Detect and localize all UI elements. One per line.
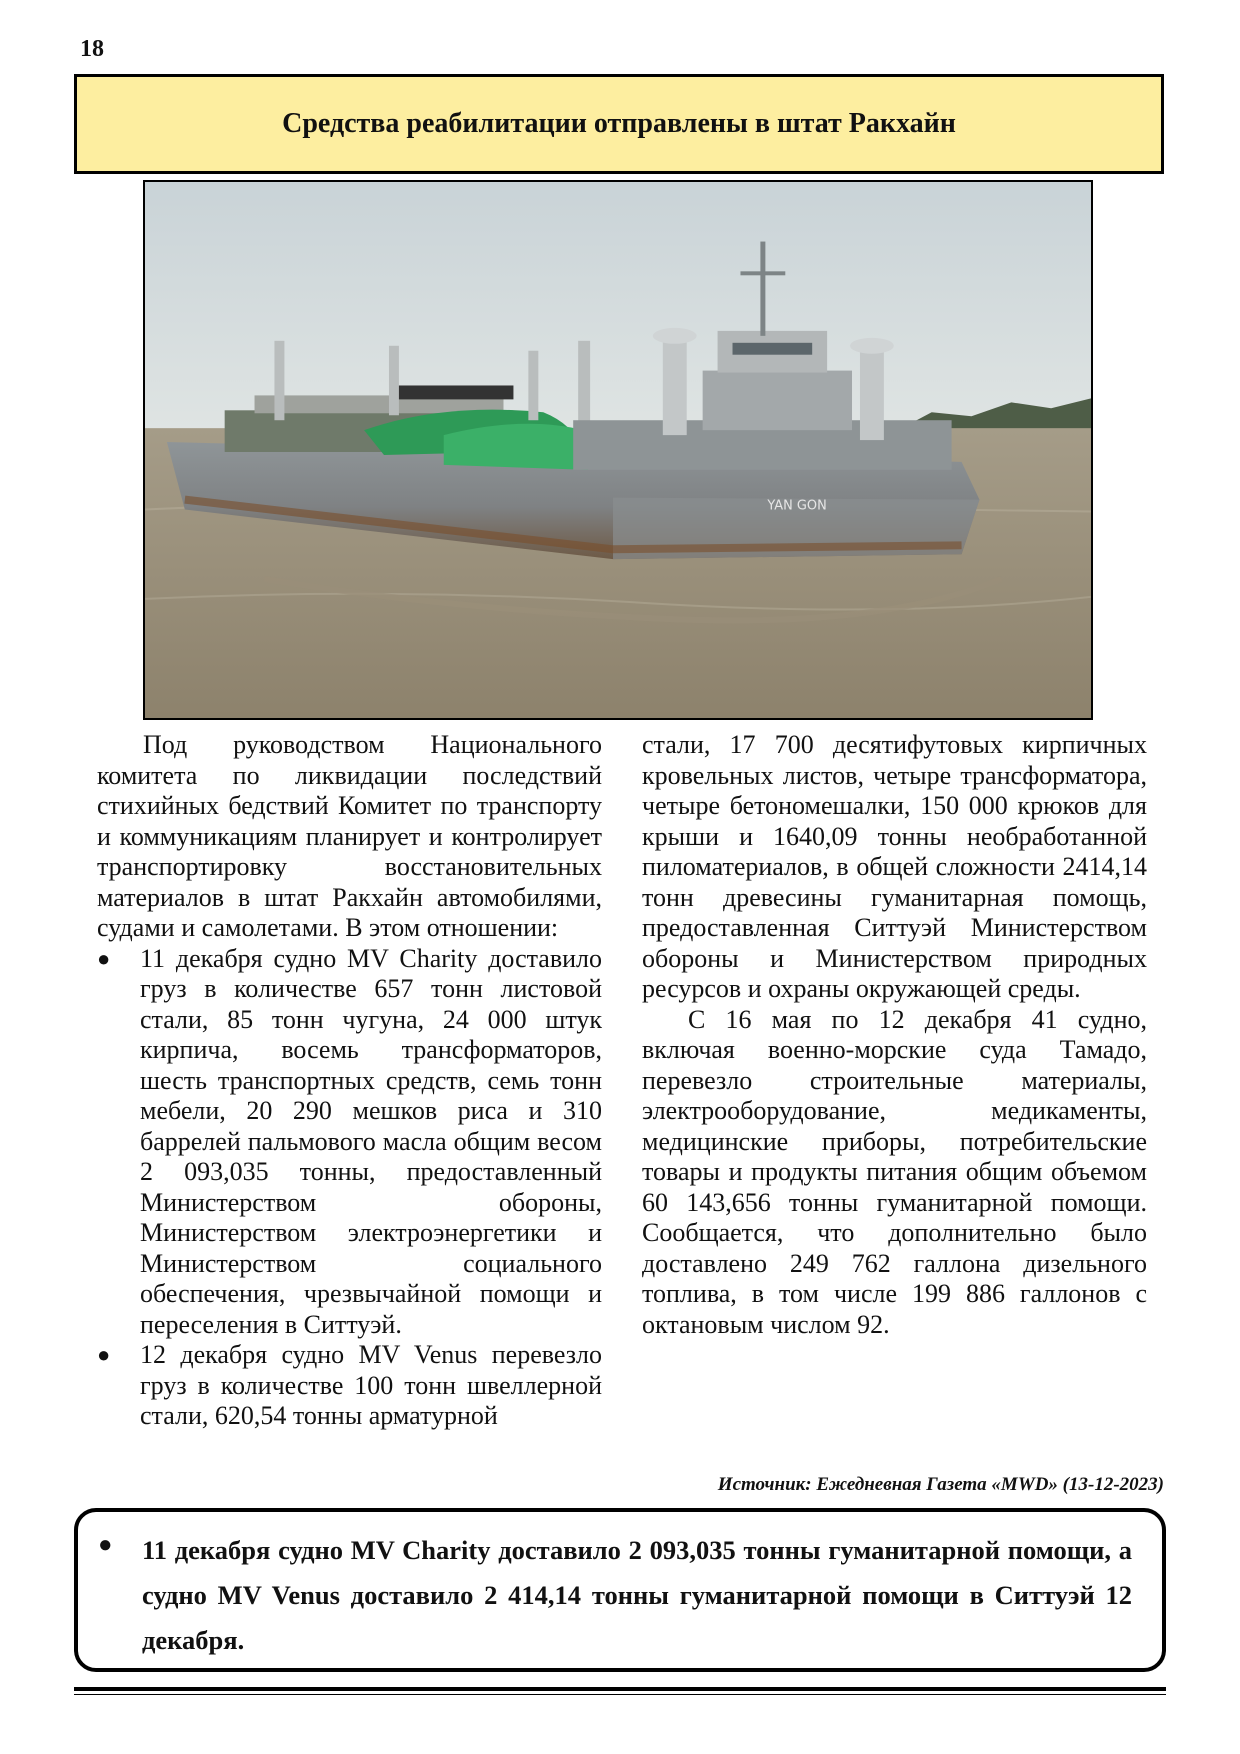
article-column-right (642, 730, 1147, 1340)
article-intro: Под руководством Национального комитета по ликвидации последствий стихийных бедствий Комитет по транспорту и коммуникациям планирует и контролирует транспортировку восстановительных материалов в штат Ракхайн автомобилями, судами и самолетами. В этом отношении: (97, 730, 602, 942)
bullet-icon: ● (97, 1342, 111, 1367)
source-citation: Источник: Ежедневная Газета «MWD» (13-12-2023) (717, 1474, 1164, 1495)
bullet-icon: ● (98, 1532, 113, 1558)
list-item-text: 12 декабря судно MV Venus перевезло груз в количестве 100 тонн швеллерной стали, 620,54 тонны арматурной (140, 1340, 602, 1430)
footer-rule-thin (74, 1694, 1166, 1695)
bullet-icon: ● (97, 945, 111, 971)
list-item (97, 944, 602, 1341)
cargo-barge-photo (143, 180, 1093, 720)
footer-rule (74, 1687, 1166, 1691)
page-number: 18 (80, 36, 104, 62)
summary-text: 11 декабря судно MV Charity доставило 2 093,035 тонны гуманитарной помощи, а судно MV Venus доставило 2 414,14 тонны гуманитарной помощи в Ситтуэй 12 декабря. (142, 1535, 1132, 1655)
article-closing: С 16 мая по 12 декабря 41 судно, включая военно-морские суда Тамадо, перевезло строительные материалы, электрооборудование, медикаменты, медицинские приборы, потребительские товары и продукты питания общим объемом 60 143,656 тонны гуманитарной помощи. Сообщается, что дополнительно было доставлено 249 762 галлона дизельного топлива, в том числе 199 886 галлонов с октановым числом 92. (642, 1004, 1147, 1339)
article-continuation: стали, 17 700 десятифутовых кирпичных кровельных листов, четыре трансформатора, четыре бетономешалки, 150 000 крюков для крыши и 1640,09 тонны необработанной пиломатериалов, в общей сложности 2414,14 тонн древесины гуманитарная помощь, предоставленная Ситтуэй Министерством обороны и Министерством природных ресурсов и охраны окружающей среды. (642, 730, 1147, 1003)
list-item-text: 11 декабря судно MV Charity доставило груз в количестве 657 тонн листовой стали, 85 тонн чугуна, 24 000 штук кирпича, восемь трансформаторов, шесть транспортных средств, семь тонн мебели, 20 290 мешков риса и 310 баррелей пальмового масла общим весом 2 093,035 тонны, предоставленный Министерством обороны, Министерством электроэнергетики и Министерством социального обеспечения, чрезвычайной помощи и переселения в Ситтуэй. (140, 943, 602, 1339)
page-title: Средства реабилитации отправлены в штат Ракхайн (282, 108, 956, 139)
summary-box (74, 1508, 1166, 1672)
list-item (97, 1340, 602, 1432)
title-banner (74, 74, 1164, 174)
hull-name-text: YAN GON (767, 498, 827, 514)
article-column-left (97, 730, 602, 1432)
barge-illustration (145, 182, 1091, 718)
delivery-list (97, 944, 602, 1432)
